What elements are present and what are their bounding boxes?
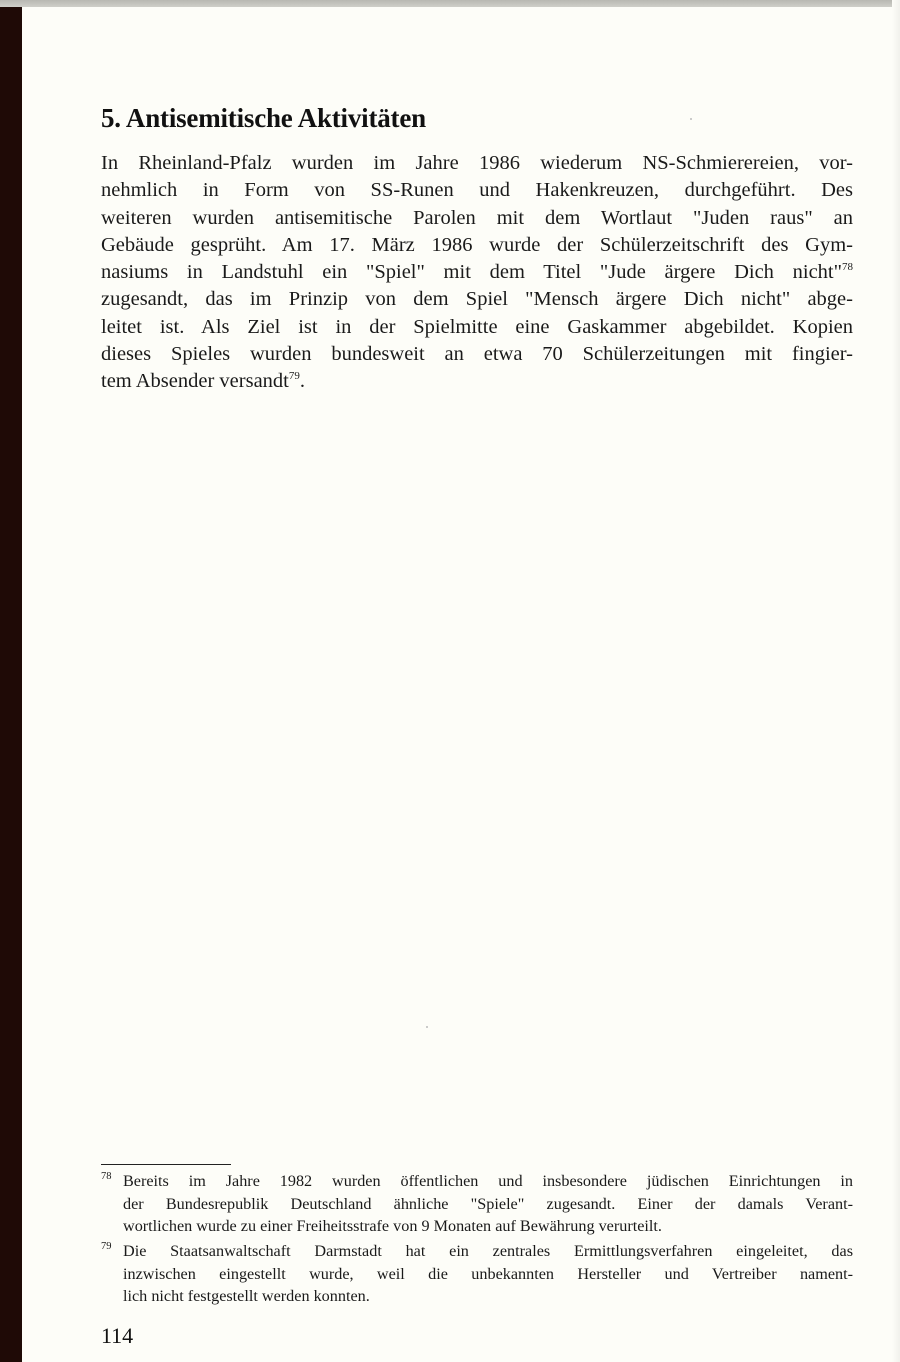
body-line: weiteren wurden antisemitische Parolen mit dem Wortlaut "Juden raus" an: [101, 206, 853, 229]
scan-speck: [690, 118, 692, 120]
footnote-number: 79: [101, 1241, 112, 1252]
body-line: Gebäude gesprüht. Am 17. März 1986 wurde der Schülerzeitschrift des Gym-: [101, 233, 853, 256]
footnote-ref-78[interactable]: 78: [842, 261, 853, 274]
footnote-line: Bereits im Jahre 1982 wurden öffentlichen und insbesondere jüdischen Einrichtungen in: [123, 1172, 853, 1190]
scan-right-edge: [892, 0, 900, 1362]
footnote-line: wortlichen wurde zu einer Freiheitsstrafe von 9 Monaten auf Bewährung verurteilt.: [123, 1217, 662, 1235]
scan-top-edge: [0, 0, 900, 7]
footnote-line: lich nicht festgestellt werden konnten.: [123, 1287, 370, 1305]
body-line: [101, 259, 853, 286]
body-line: zugesandt, das im Prinzip von dem Spiel "Mensch ärgere Dich nicht" abge-: [101, 288, 853, 311]
section-heading: 5. Antisemitische Aktivitäten: [101, 103, 426, 133]
body-line: nehmlich in Form von SS-Runen und Hakenkreuzen, durchgeführt. Des: [101, 179, 853, 202]
body-line: [101, 368, 853, 395]
body-line: leitet ist. Als Ziel ist in der Spielmitte eine Gaskammer abgebildet. Kopien: [101, 315, 853, 338]
scan-speck: [426, 1026, 428, 1028]
footnote-ref-79[interactable]: 79: [288, 370, 300, 383]
footnote-79: [101, 1240, 853, 1308]
footnote-separator: [101, 1164, 231, 1165]
body-line-text: nasiums in Landstuhl ein "Spiel" mit dem Titel "Jude ärgere Dich nicht": [101, 261, 842, 284]
book-binding-edge: [0, 7, 22, 1362]
footnote-line: inzwischen eingestellt wurde, weil die unbekannten Hersteller und Vertreiber nament-: [123, 1264, 853, 1283]
footnote-line: Die Staatsanwaltschaft Darmstadt hat ein zentrales Ermittlungsverfahren eingeleitet, das: [123, 1242, 853, 1260]
page-number: 114: [101, 1323, 134, 1348]
body-paragraph: [101, 150, 853, 396]
footnote-line: der Bundesrepublik Deutschland ähnliche "Spiele" zugesandt. Einer der damals Verant-: [123, 1194, 853, 1213]
footnote-78: [101, 1170, 853, 1238]
body-line-text: tem Absender versandt: [101, 370, 289, 393]
footnote-number: 78: [101, 1171, 112, 1182]
body-line: In Rheinland-Pfalz wurden im Jahre 1986 wiederum NS-Schmierereien, vor-: [101, 152, 853, 174]
body-line-tail: .: [299, 370, 305, 393]
body-line: dieses Spieles wurden bundesweit an etwa 70 Schülerzeitungen mit fingier-: [101, 343, 853, 366]
